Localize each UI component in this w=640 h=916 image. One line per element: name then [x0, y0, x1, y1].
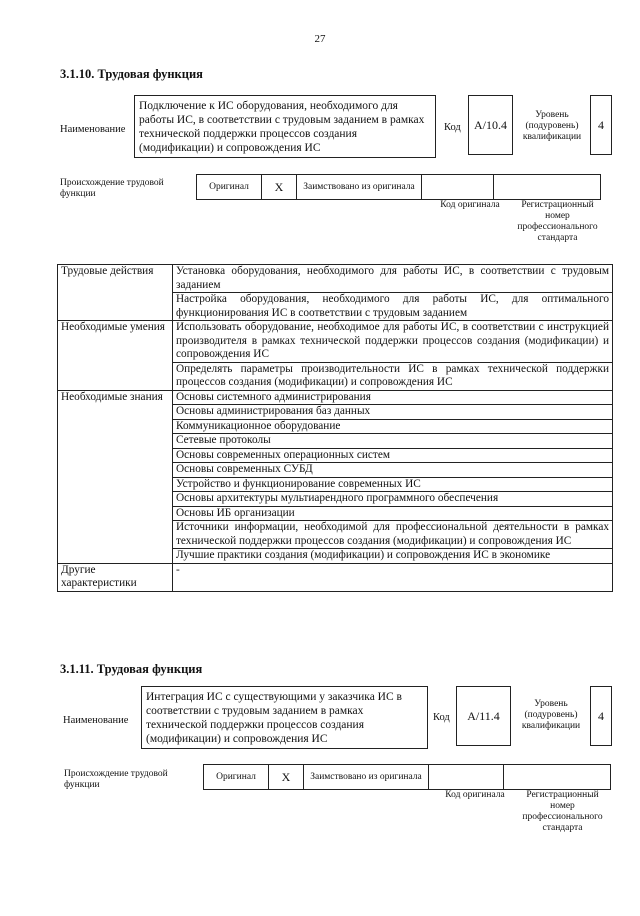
labor-actions-label: Трудовые действия	[58, 265, 173, 321]
reg-number-caption: Регистрационный номер профессионального стандарта	[517, 200, 598, 243]
function-name-box: Интеграция ИС с существующими у заказчика ИС в соответствии с трудовым заданием в рамках технической поддержки процессов создания (модификации) и сопровождения ИС	[141, 686, 428, 749]
code-label: Код	[433, 712, 450, 723]
table-row	[58, 265, 613, 293]
qualification-level-label: Уровень (подуровень) квалификации	[522, 110, 582, 142]
function-code: A/10.4	[468, 95, 513, 155]
borrowed-label: Заимствовано из оригинала	[297, 175, 422, 200]
labor-action-item: Настройка оборудования, необходимого для работы ИС, для оптимального функционирования ИС в соответствии с трудовым заданием	[173, 293, 613, 321]
section-title-3-1-11: 3.1.11. Трудовая функция	[60, 662, 203, 676]
table-row	[58, 563, 613, 591]
other-characteristics-label: Другие характеристики	[58, 563, 173, 591]
knowledge-item: Источники информации, необходимой для профессиональной деятельности в рамках технической поддержки процессов создания (модификации) и сопровождения ИС	[173, 521, 613, 549]
knowledge-item: Основы системного администрирования	[173, 390, 613, 405]
name-label: Наименование	[63, 715, 129, 726]
origin-label: Происхождение трудовой функции	[64, 769, 168, 790]
code-original-cell	[429, 765, 504, 790]
origin-table	[203, 764, 611, 790]
qualification-level-value: 4	[590, 686, 612, 746]
code-original-caption: Код оригинала	[440, 200, 500, 210]
knowledge-item: Сетевые протоколы	[173, 434, 613, 449]
function-name-box: Подключение к ИС оборудования, необходимого для работы ИС, в соответствии с трудовым заданием в рамках технической поддержки процессов создания (модификации) и сопровождения ИС	[134, 95, 436, 158]
qualification-level-label: Уровень (подуровень) квалификации	[521, 699, 581, 731]
knowledge-item: Основы архитектуры мультиарендного программного обеспечения	[173, 492, 613, 507]
code-original-caption: Код оригинала	[445, 790, 505, 800]
knowledge-item: Основы современных операционных систем	[173, 448, 613, 463]
page-number: 27	[314, 33, 326, 45]
skill-item: Использовать оборудование, необходимое для работы ИС, в соответствии с инструкцией производителя в рамках технической поддержки процессов создания (модификации) и сопровождения ИС	[173, 321, 613, 363]
reg-number-cell	[504, 765, 611, 790]
knowledge-item: Коммуникационное оборудование	[173, 419, 613, 434]
knowledge-item: Лучшие практики создания (модификации) и сопровождения ИС в экономике	[173, 549, 613, 564]
original-label: Оригинал	[197, 175, 262, 200]
function-details-table	[57, 264, 613, 592]
knowledge-label: Необходимые знания	[58, 390, 173, 563]
name-label: Наименование	[60, 124, 126, 135]
qualification-level-value: 4	[590, 95, 612, 155]
borrowed-label: Заимствовано из оригинала	[304, 765, 429, 790]
table-row	[58, 321, 613, 363]
other-characteristics-value: -	[173, 563, 613, 591]
knowledge-item: Основы ИБ организации	[173, 506, 613, 521]
skill-item: Определять параметры производительности ИС в рамках технической поддержки процессов создания (модификации) и сопровождения ИС	[173, 362, 613, 390]
origin-table	[196, 174, 601, 200]
code-label: Код	[444, 122, 461, 133]
original-label: Оригинал	[204, 765, 269, 790]
table-row	[58, 390, 613, 405]
code-original-cell	[422, 175, 494, 200]
knowledge-item: Устройство и функционирование современных ИС	[173, 477, 613, 492]
skills-label: Необходимые умения	[58, 321, 173, 391]
section-title-3-1-10: 3.1.10. Трудовая функция	[60, 67, 203, 81]
reg-number-cell	[494, 175, 601, 200]
original-mark: X	[262, 175, 297, 200]
origin-label: Происхождение трудовой функции	[60, 178, 164, 199]
function-code: A/11.4	[456, 686, 511, 746]
knowledge-item: Основы современных СУБД	[173, 463, 613, 478]
reg-number-caption: Регистрационный номер профессионального стандарта	[522, 790, 603, 833]
labor-action-item: Установка оборудования, необходимого для работы ИС, в соответствии с трудовым заданием	[173, 265, 613, 293]
knowledge-item: Основы администрирования баз данных	[173, 405, 613, 420]
original-mark: X	[269, 765, 304, 790]
